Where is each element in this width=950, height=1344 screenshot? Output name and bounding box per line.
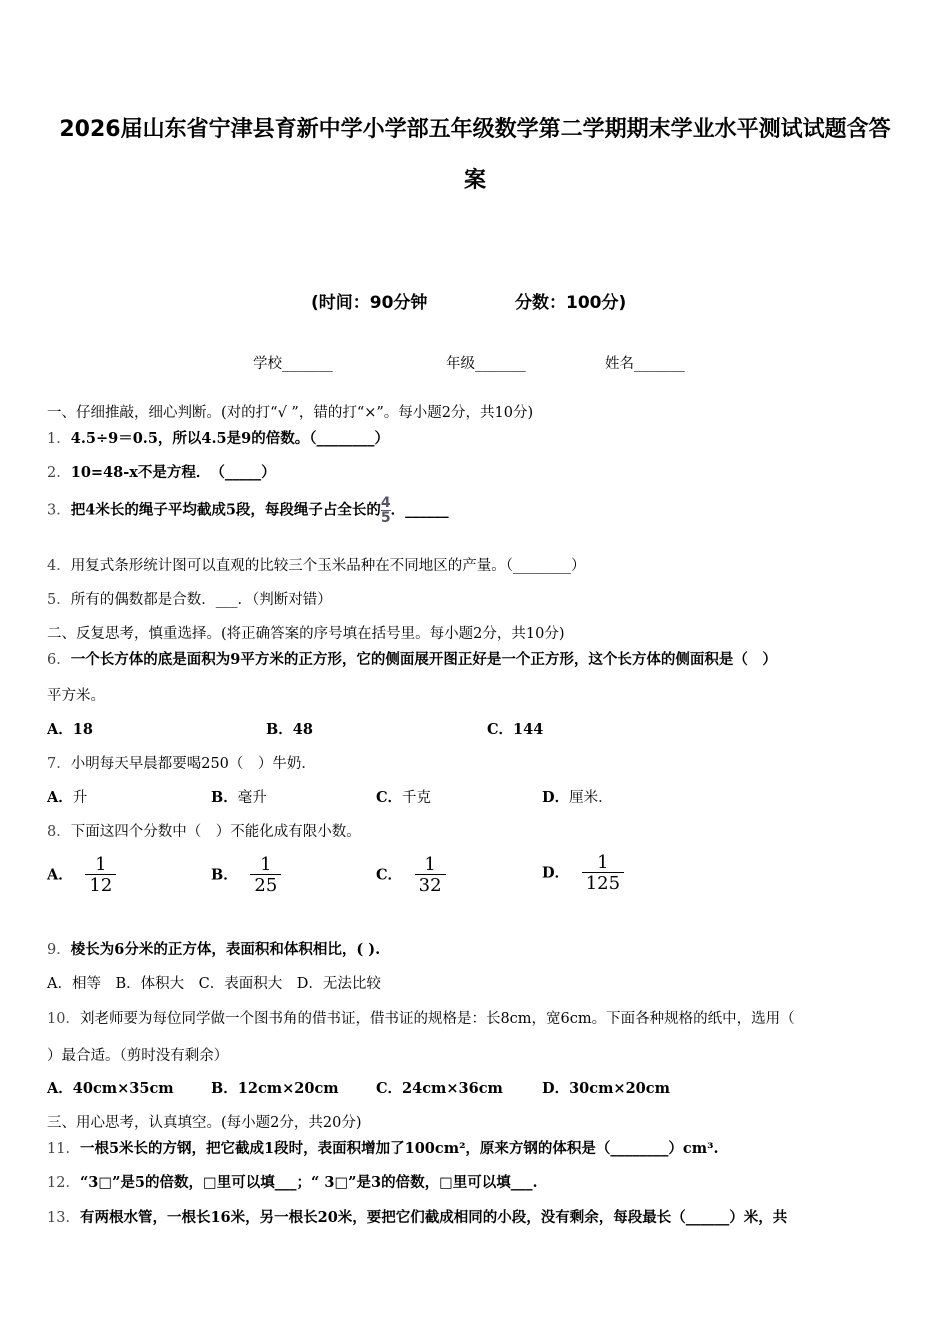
q10-option-c[interactable]: [376, 1077, 503, 1098]
q6-option-a[interactable]: [47, 718, 93, 739]
question-12: [47, 1171, 538, 1192]
q7-option-d[interactable]: [542, 786, 613, 807]
question-4: [47, 554, 585, 575]
option-label: A．: [47, 866, 73, 884]
option-label: B．: [211, 1080, 238, 1097]
q8-option-b[interactable]: [211, 856, 281, 895]
question-2: [47, 461, 276, 482]
question-text: 一根5米长的方钢，把它截成1段时，表面积增加了100cm²，原来方钢的体积是（________）cm³.: [79, 1140, 719, 1157]
question-10: [47, 1007, 795, 1028]
q7-option-b[interactable]: [211, 786, 267, 807]
q6-option-c[interactable]: [487, 718, 543, 739]
fraction: $\frac{1}{125}$: [582, 854, 624, 893]
option-text: 18: [72, 721, 93, 738]
question-number: 13．: [47, 1210, 80, 1226]
option-text: 40cm×35cm: [72, 1080, 174, 1097]
question-number: 12．: [47, 1175, 80, 1191]
question-text: 刘老师要为每位同学做一个图书角的借书证，借书证的规格是：长8cm，宽6cm。下面各种规格的纸中，选用（: [79, 1011, 795, 1027]
option-text: 144: [513, 721, 544, 738]
question-text: 有两根水管，一根长16米，另一根长20米，要把它们截成相同的小段，没有剩余，每段最长（______）米，共: [79, 1209, 788, 1226]
q7-option-a[interactable]: [47, 786, 87, 807]
option-text: 48: [292, 721, 313, 738]
fraction-four-fifths: $\frac{4}{5}$: [380, 495, 391, 526]
option-label: C．: [487, 721, 514, 738]
document-title-line1: 2026届山东省宁津县育新中学小学部五年级数学第二学期期末学业水平测试试题含答: [59, 117, 891, 142]
section1-heading: 一、仔细推敲，细心判断。(对的打“√ ”，错的打“×”。每小题2分，共10分): [47, 405, 534, 421]
question-1: [47, 427, 389, 448]
question-number: 7．: [47, 756, 71, 772]
name-field[interactable]: 姓名_______: [605, 356, 685, 372]
option-label: C．: [376, 1080, 403, 1097]
exam-time: (时间：90分钟: [311, 293, 428, 313]
q8-option-a[interactable]: [47, 856, 116, 895]
q10-option-d[interactable]: [542, 1077, 670, 1098]
question-10-continued: ）最合适。（剪时没有剩余）: [47, 1048, 229, 1064]
question-text: 用复式条形统计图可以直观的比较三个玉米品种在不同地区的产量。（________）: [70, 558, 586, 574]
option-text: 12cm×20cm: [237, 1080, 339, 1097]
question-text: 把4米长的绳子平均截成5段，每段绳子占全长的: [70, 501, 381, 519]
option-label: D．: [542, 1080, 570, 1097]
exam-score: 分数：100分): [515, 293, 627, 313]
option-text: 30cm×20cm: [569, 1080, 670, 1097]
option-label: B．: [266, 721, 293, 738]
document-title-line2: 案: [463, 168, 486, 193]
question-number: 6．: [47, 652, 71, 668]
q6-option-b[interactable]: [266, 718, 313, 739]
q7-option-c[interactable]: [376, 786, 431, 807]
option-label: C．: [376, 789, 403, 806]
question-7: [47, 752, 316, 773]
option-text: 24cm×36cm: [402, 1080, 503, 1097]
question-text: 小明每天早晨都要喝250（ ）牛奶．: [70, 756, 316, 772]
question-number: 1．: [47, 431, 71, 447]
question-13: [47, 1206, 787, 1227]
question-number: 11．: [47, 1141, 80, 1157]
question-number: 4．: [47, 558, 71, 574]
question-text-tail: ．______: [390, 501, 449, 519]
question-text: 10=48-x不是方程． （_____）: [70, 464, 276, 481]
question-number: 9．: [47, 942, 71, 958]
fraction: $\frac{1}{25}$: [250, 856, 281, 895]
q10-option-b[interactable]: [211, 1077, 339, 1098]
question-6: [47, 648, 777, 669]
question-text: 下面这四个分数中（ ）不能化成有限小数。: [70, 824, 361, 840]
q8-option-d[interactable]: [542, 854, 624, 893]
question-5: [47, 588, 332, 609]
option-label: D．: [542, 864, 570, 882]
q8-option-c[interactable]: [376, 856, 446, 895]
question-text: “3□”是5的倍数，□里可以填___；“ 3□”是3的倍数，□里可以填___.: [79, 1174, 538, 1191]
option-text: 千克: [402, 790, 432, 806]
option-text: 毫升: [237, 790, 267, 806]
section3-heading: 三、用心思考，认真填空。(每小题2分，共20分): [47, 1115, 362, 1131]
question-11: [47, 1137, 719, 1158]
grade-field[interactable]: 年级_______: [446, 356, 526, 372]
option-text: 厘米．: [569, 790, 613, 806]
option-label: A．: [47, 1080, 73, 1097]
section2-heading: 二、反复思考，慎重选择。(将正确答案的序号填在括号里。每小题2分，共10分): [47, 626, 565, 642]
question-text: 所有的偶数都是合数．___．（判断对错）: [70, 592, 332, 608]
question-text: 一个长方体的底是面积为9平方米的正方形，它的侧面展开图正好是一个正方形，这个长方体的侧面积是（ ）: [70, 651, 777, 668]
question-number: 5．: [47, 592, 71, 608]
fraction: $\frac{1}{12}$: [85, 856, 116, 895]
option-label: A．: [47, 721, 73, 738]
option-text: 升: [72, 790, 88, 806]
question-8: [47, 820, 361, 841]
q10-option-a[interactable]: [47, 1077, 174, 1098]
q9-options[interactable]: A．相等 B．体积大 C．表面积大 D．无法比较: [47, 976, 381, 992]
question-6-continued: 平方米。: [47, 688, 105, 704]
option-label: C．: [376, 866, 403, 884]
question-number: 10．: [47, 1011, 80, 1027]
question-text: 棱长为6分米的正方体，表面积和体积相比，( ).: [70, 941, 381, 958]
option-label: A．: [47, 789, 73, 806]
question-9: [47, 938, 380, 959]
question-3: [47, 496, 449, 525]
question-text: 4.5÷9＝0.5，所以4.5是9的倍数。（________）: [70, 430, 389, 447]
option-label: D．: [542, 789, 570, 806]
option-label: B．: [211, 789, 238, 806]
fraction: $\frac{1}{32}$: [415, 856, 446, 895]
school-field[interactable]: 学校_______: [253, 356, 333, 372]
question-number: 3．: [47, 502, 71, 519]
option-label: B．: [211, 866, 238, 884]
question-number: 2．: [47, 465, 71, 481]
question-number: 8．: [47, 824, 71, 840]
